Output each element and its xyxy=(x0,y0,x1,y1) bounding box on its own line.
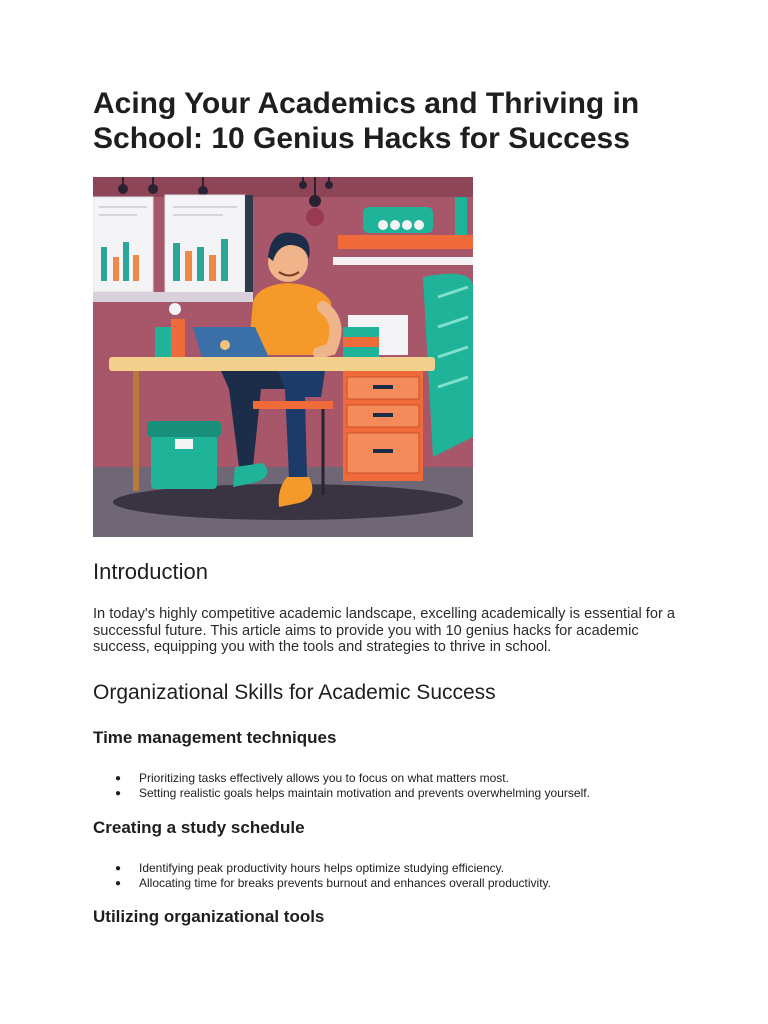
time-management-list xyxy=(93,771,693,801)
section-heading: Organizational Skills for Academic Success xyxy=(93,681,496,704)
subsection-heading-organizational-tools: Utilizing organizational tools xyxy=(93,907,325,926)
list-item-text: Setting realistic goals helps maintain motivation and prevents overwhelming yourself. xyxy=(139,786,590,800)
intro-heading: Introduction xyxy=(93,559,208,584)
list-item xyxy=(93,861,693,876)
list-item xyxy=(93,771,693,786)
list-item xyxy=(93,786,693,801)
study-schedule-list xyxy=(93,861,693,891)
intro-paragraph: In today's highly competitive academic landscape, excelling academically is essential for a successful future. This article aims to provide you with 10 genius hacks for academic success, equipping you with the tools and strategies to thrive in school. xyxy=(93,606,675,656)
list-item-text: Allocating time for breaks prevents burnout and enhances overall productivity. xyxy=(139,876,552,890)
subsection-heading-study-schedule: Creating a study schedule xyxy=(93,818,305,837)
list-item-text: Identifying peak productivity hours helps optimize studying efficiency. xyxy=(139,861,505,875)
list-item xyxy=(93,876,693,891)
article-title: Acing Your Academics and Thriving in School: 10 Genius Hacks for Success xyxy=(93,87,640,155)
list-item-text: Prioritizing tasks effectively allows you to focus on what matters most. xyxy=(139,771,509,785)
hero-illustration xyxy=(93,177,473,537)
bullet-icon: ● xyxy=(115,788,122,799)
bullet-icon: ● xyxy=(115,773,122,784)
bullet-icon: ● xyxy=(115,863,122,874)
bullet-icon: ● xyxy=(115,878,122,889)
subsection-heading-time-management: Time management techniques xyxy=(93,728,337,747)
